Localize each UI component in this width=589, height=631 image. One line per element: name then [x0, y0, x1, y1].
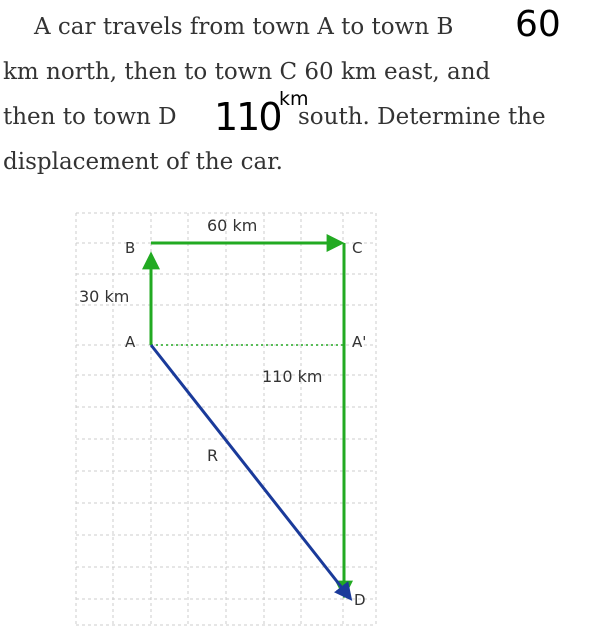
point-label-a-prime: A' — [352, 333, 367, 351]
handwritten-distance-ab: 60 — [515, 4, 561, 45]
problem-line-1: A car travels from town A to town B — [34, 14, 454, 40]
problem-line-3-end: south. Determine the — [298, 104, 546, 130]
label-ab-distance: 30 km — [79, 287, 130, 306]
handwritten-distance-cd: 110 — [214, 95, 281, 139]
problem-statement — [0, 0, 589, 200]
point-label-a: A — [125, 333, 136, 351]
displacement-diagram — [0, 195, 589, 631]
label-cd-distance: 110 km — [262, 367, 323, 386]
handwritten-unit: km — [279, 88, 309, 110]
problem-line-2: km north, then to town C 60 km east, and — [3, 59, 491, 85]
label-resultant: R — [207, 446, 219, 465]
point-label-b: B — [125, 239, 136, 257]
label-bc-distance: 60 km — [207, 216, 258, 235]
point-label-c: C — [352, 239, 363, 257]
point-label-d: D — [354, 591, 366, 609]
problem-line-4: displacement of the car. — [3, 149, 283, 175]
problem-line-3-start: then to town D — [3, 104, 177, 130]
